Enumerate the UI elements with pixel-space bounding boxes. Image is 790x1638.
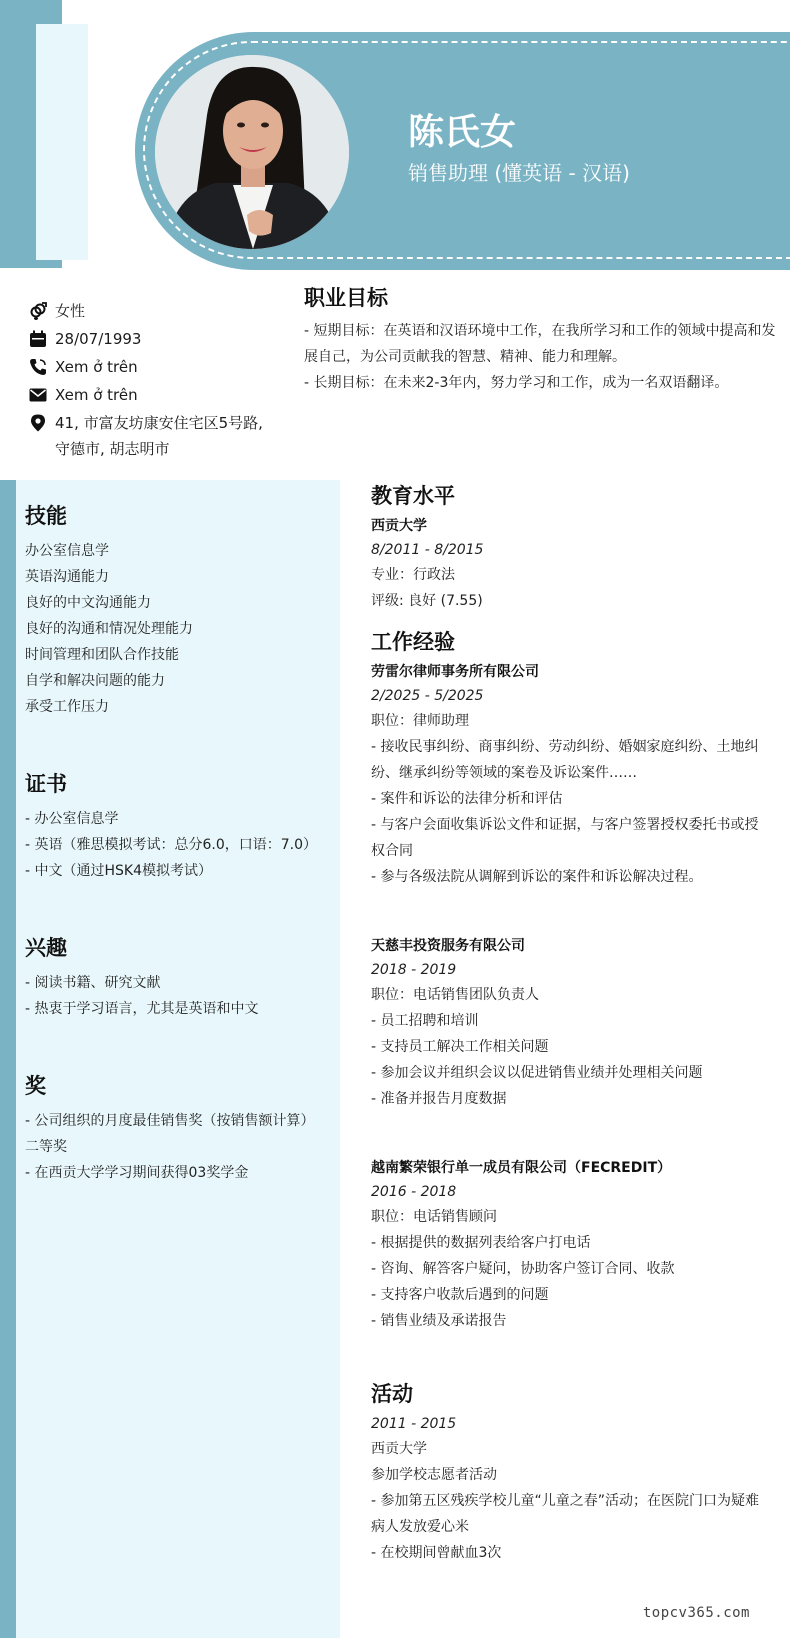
contact-address xyxy=(28,410,298,462)
experience-line: - 咨询、解答客户疑问，协助客户签订合同、收款 xyxy=(371,1261,675,1277)
right-column xyxy=(371,480,771,1566)
experience-entry xyxy=(371,660,771,890)
experience-period: 2/2025 - 5/2025 xyxy=(371,688,484,704)
candidate-role: 销售助理 (懂英语 - 汉语) xyxy=(408,161,630,185)
objective-line: - 长期目标：在未来2-3年内，努力学习和工作，成为一名双语翻译。 xyxy=(304,375,729,391)
experience-line: - 销售业绩及承诺报告 xyxy=(371,1313,507,1329)
contact-address-line2: 守德市, 胡志明市 xyxy=(55,440,170,458)
left-accent-bar xyxy=(0,480,16,1638)
objective-line: - 短期目标：在英语和汉语环境中工作，在我所学习和工作的领域中提高和发展自己，为公司贡献我的智慧、精神、能力和理解。 xyxy=(304,323,776,365)
skill-item: 良好的沟通和情况处理能力 xyxy=(25,621,193,637)
contact-address-line1: 41, 市富友坊康安住宅区5号路, xyxy=(55,414,263,432)
contact-info xyxy=(28,298,298,464)
profile-photo xyxy=(155,55,349,249)
experience-line: - 员工招聘和培训 xyxy=(371,1013,479,1029)
candidate-name: 陈氏女 xyxy=(408,112,517,153)
education-period: 8/2011 - 8/2015 xyxy=(371,542,484,558)
experience-line: - 接收民事纠纷、商事纠纷、劳动纠纷、婚姻家庭纠纷、土地纠纷、继承纠纷等领域的案卷及诉讼案件…… xyxy=(371,739,759,781)
contact-birthday xyxy=(28,326,298,352)
interests-title: 兴趣 xyxy=(25,936,67,960)
phone-icon xyxy=(28,354,48,380)
skill-item: 办公室信息学 xyxy=(25,543,109,559)
experience-line: - 案件和诉讼的法律分析和评估 xyxy=(371,791,563,807)
contact-phone-text: Xem ở trên xyxy=(55,358,138,376)
experience-company: 劳雷尔律师事务所有限公司 xyxy=(371,664,539,680)
education-major: 专业：行政法 xyxy=(371,567,455,583)
awards-section xyxy=(25,1070,325,1186)
certificate-item: - 英语（雅思模拟考试：总分6.0，口语：7.0） xyxy=(25,837,318,853)
location-icon xyxy=(28,410,48,436)
activities-line: - 在校期间曾献血3次 xyxy=(371,1545,502,1561)
skills-title: 技能 xyxy=(25,504,67,528)
experience-line: - 与客户会面收集诉讼文件和证据，与客户签署授权委托书或授权合同 xyxy=(371,817,759,859)
experience-line: - 根据提供的数据列表给客户打电话 xyxy=(371,1235,591,1251)
experience-line: - 支持员工解决工作相关问题 xyxy=(371,1039,549,1055)
award-item: - 公司组织的月度最佳销售奖（按销售额计算）二等奖 xyxy=(25,1113,315,1155)
contact-email xyxy=(28,382,298,408)
skill-item: 自学和解决问题的能力 xyxy=(25,673,165,689)
activities-line: 西贡大学 xyxy=(371,1441,427,1457)
header-left-panel xyxy=(36,24,88,260)
contact-phone xyxy=(28,354,298,380)
footer-brand: topcv365.com xyxy=(642,1605,750,1621)
skill-item: 英语沟通能力 xyxy=(25,569,109,585)
activities-section xyxy=(371,1378,771,1566)
education-section xyxy=(371,480,771,614)
experience-line: - 准备并报告月度数据 xyxy=(371,1091,507,1107)
email-icon xyxy=(28,382,48,408)
experience-line: - 参加会议并组织会议以促进销售业绩并处理相关问题 xyxy=(371,1065,703,1081)
activities-line: 参加学校志愿者活动 xyxy=(371,1467,497,1483)
experience-period: 2016 - 2018 xyxy=(371,1184,457,1200)
activities-period: 2011 - 2015 xyxy=(371,1416,457,1432)
award-item: - 在西贡大学学习期间获得03奖学金 xyxy=(25,1165,249,1181)
experience-line: 职位：律师助理 xyxy=(371,713,469,729)
gender-icon xyxy=(28,298,48,324)
certificate-item: - 办公室信息学 xyxy=(25,811,119,827)
experience-section xyxy=(371,626,771,1334)
experience-line: 职位：电话销售顾问 xyxy=(371,1209,497,1225)
experience-title: 工作经验 xyxy=(371,630,455,654)
experience-line: 职位：电话销售团队负责人 xyxy=(371,987,539,1003)
education-title: 教育水平 xyxy=(371,484,455,508)
experience-company: 越南繁荣银行单一成员有限公司（FECREDIT） xyxy=(371,1160,672,1176)
certificates-section xyxy=(25,768,340,884)
contact-birthday-text: 28/07/1993 xyxy=(55,330,142,348)
skill-item: 时间管理和团队合作技能 xyxy=(25,647,179,663)
awards-title: 奖 xyxy=(25,1074,46,1098)
activities-title: 活动 xyxy=(371,1382,413,1406)
experience-company: 天慈丰投资服务有限公司 xyxy=(371,938,525,954)
skill-item: 承受工作压力 xyxy=(25,699,109,715)
contact-email-text: Xem ở trên xyxy=(55,386,138,404)
skill-item: 良好的中文沟通能力 xyxy=(25,595,151,611)
certificates-title: 证书 xyxy=(25,772,67,796)
experience-line: - 参与各级法院从调解到诉讼的案件和诉讼解决过程。 xyxy=(371,869,703,885)
education-grade: 评级: 良好 (7.55) xyxy=(371,593,483,609)
left-column xyxy=(16,480,340,1638)
experience-entry xyxy=(371,934,771,1112)
education-school: 西贡大学 xyxy=(371,518,427,534)
activities-line: - 参加第五区残疾学校儿童“儿童之春”活动；在医院门口为疑难病人发放爱心米 xyxy=(371,1493,760,1535)
experience-line: - 支持客户收款后遇到的问题 xyxy=(371,1287,549,1303)
experience-period: 2018 - 2019 xyxy=(371,962,457,978)
certificate-item: - 中文（通过HSK4模拟考试） xyxy=(25,863,213,879)
objective-section xyxy=(304,282,778,396)
interest-item: - 阅读书籍、研究文献 xyxy=(25,975,161,991)
interests-section xyxy=(25,932,340,1022)
experience-entry xyxy=(371,1156,771,1334)
skills-section xyxy=(25,500,340,720)
objective-title: 职业目标 xyxy=(304,286,388,310)
contact-gender-text: 女性 xyxy=(55,302,86,320)
interest-item: - 热衷于学习语言，尤其是英语和中文 xyxy=(25,1001,259,1017)
contact-gender xyxy=(28,298,298,324)
calendar-icon xyxy=(28,326,48,352)
